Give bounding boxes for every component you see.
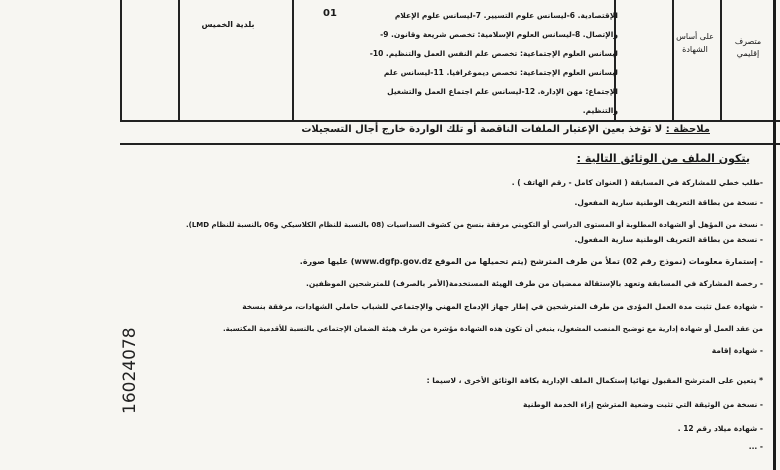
documents-list (185, 178, 763, 452)
list-item: - شهادة عمل تثبت مدة العمل المؤدى من طرف المترشحين في إطار جهاز الإدماج المهني والإجتماعي للشباب حاملي الشهادات، مرفقة بنسخة (242, 302, 763, 311)
side-reference-number: 16024078 (120, 327, 140, 414)
table-col-divider (292, 0, 294, 122)
table-col-divider (672, 0, 674, 122)
list-item: من عقد العمل أو شهادة إدارية مع توضيح المنصب المشغول، ينبغي أن تكون هذه الشهادة مؤشرة من طرف هيئة الضمان الإجتماعي بالنسبة للأقدمية المكتسبة. (223, 325, 763, 333)
list-item: - شهادة إقامة (711, 346, 763, 355)
table-col-divider (720, 0, 722, 122)
specialties-cell: الإقتصادية. 6-ليسانس علوم التسيير. 7-ليسانس علوم الإعلام والإتصال. 8-ليسانس العلوم الإسلامية: تخصص شريعة وقانون. 9-ليسانس العلوم الإجتماعية: تخصص علم النفس العمل والتنظيم. 10-ليسانس العلوم الإجتماعية: تخصص ديموغرافيا. 11-ليسانس علم الإجتماع: مهن الإدارة. 12-ليسانس علم اجتماع العمل والتشغيل والتنظيم. (369, 11, 618, 115)
documents-heading: يتكون الملف من الوثائق التالية : (576, 152, 750, 165)
municipality-cell: بلدية الخميس (201, 20, 255, 29)
note-label: ملاحظة : (665, 124, 710, 135)
list-item: - نسخة من الوثيقة التي تثبت وضعية المترشح إزاء الخدمة الوطنية (523, 400, 763, 409)
list-item: - إستمارة معلومات (نموذج رقم 02) تملأ من طرف المترشح (يتم تحميلها من الموقع www.dgfp.gov.dz) عليها صورة. (299, 257, 763, 266)
note-row (300, 124, 710, 135)
list-item: -طلب خطي للمشاركة في المسابقة ( العنوان كامل - رقم الهاتف ) . (511, 178, 763, 187)
list-item: - نسخة من المؤهل أو الشهادة المطلوبة أو المستوى الدراسي أو التكويني مرفقة بنسخ من كشوف السداسيات (08 بالنسبة للنظام الكلاسيكي و06 بالنسبة للنظام LMD). (185, 221, 763, 229)
list-item: - شهادة ميلاد رقم 12 . (677, 424, 763, 433)
list-item: * يتعين على المترشح المقبول نهائيا إستكمال الملف الإدارية بكافة الوثائق الأخرى ، لاسيما : (426, 376, 763, 385)
list-item: - ... (748, 442, 763, 451)
recruitment-basis-cell: على أساس الشهادة (676, 32, 714, 54)
table-col-divider (178, 0, 180, 122)
note-text: لا تؤخذ بعين الإعتبار الملفات الناقصة أو تلك الواردة خارج أجال التسجيلات (301, 124, 663, 135)
posts-count-cell: 01 (323, 8, 337, 19)
table-col-divider (120, 0, 122, 122)
posts-table (120, 0, 780, 122)
list-item: - نسخة من بطاقة التعريف الوطنية سارية المفعول. (574, 198, 763, 207)
note-border (120, 143, 780, 145)
scan-edge (773, 0, 776, 470)
post-name-cell: متصرف إقليمي (734, 37, 762, 58)
list-item: - نسخة من بطاقة التعريف الوطنية سارية المفعول. (574, 235, 763, 244)
table-bottom-border (120, 120, 780, 122)
list-item: - رخصة المشاركة في المسابقة وتعهد بالإستقالة ممضيان من طرف الهيئة المستخدمة(الأمر بالصرف) للمترشحين الموظفين. (306, 279, 763, 288)
